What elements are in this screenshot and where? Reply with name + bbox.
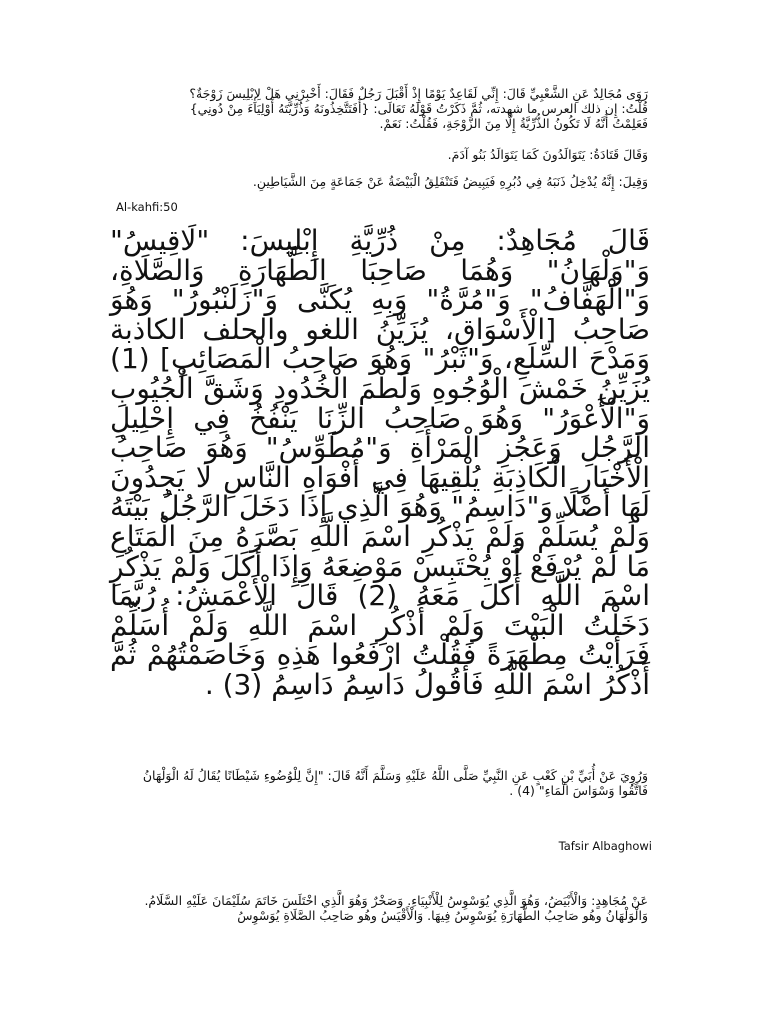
bottom-paragraph: عَنْ مُجَاهِدٍ: وَالْأَبْيَضُ، وَهُوَ الَّذِي يُوَسْوِسُ لِلْأَنْبِيَاءِ. وَصَخْرٌ وَهُوَ الَّذِي اخْتَلَسَ خَاتَمَ سُلَيْمَانَ عَلَيْهِ السَّلَامُ. وَالْوَلْهَانُ وهُو صَاحِبُ الطَّهَارَةِ يُوَسْوِسُ فِيهَا. وَالْأَقْيَسُ وهُو صَاحِبُ الصَّلَاةِ يُوَسْوِسُ xyxy=(144,893,648,923)
intro-line-3: فَعَلِمْتُ أَنَّهُ لَا تَكُونُ الذُّرِّيَّةُ إِلَّا مِنَ الزَّوْجَةِ، فَقُلْتُ: نَعَمْ. xyxy=(379,116,648,131)
qatada-quote: وَقَالَ قَتَادَةُ: يَتَوَالَدُونَ كَمَا يَتَوَالَدُ بَنُو آدَمَ. xyxy=(447,147,648,162)
reference-tafsir-albaghowi: Tafsir Albaghowi xyxy=(558,839,652,853)
hadith-paragraph: وَرُوِيَ عَنْ أُبَيِّ بْنِ كَعْبٍ عَنِ النَّبِيِّ صَلَّى اللَّهُ عَلَيْهِ وَسَلَّمَ أَنَّهُ قَالَ: "إِنَّ لِلْوُضُوءِ شَيْطَانًا يُقَالُ لَهُ الْوَلْهَانُ فَاتَّقُوا وَسْوَاسَ الْمَاءِ" (4) . xyxy=(142,768,648,798)
intro-line-2: قُلْتُ: إِن ذلك العرس ما شهدته، ثُمَّ ذَكَرْتُ قَوْلَهُ تَعَالَى: {أَفَتَتَّخِذُونَهُ وَذُرِّيَّتَهُ أَوْلِيَاءَ مِنْ دُونِي} xyxy=(189,101,648,116)
main-passage: قَالَ مُجَاهِدٌ: مِنْ ذُرِّيَّةِ إِبْلِيسَ: "لَاقِيسُ" وَ"وَلْهَانُ" وَهُمَا صَاحِبَا الطَّهَارَةِ وَالصَّلَاةِ، وَ"الْهَفَّافُ" وَ"مُرَّةُ" وَبِهِ يُكَنَّى وَ"زَلَنْبُورُ" وَهُوَ صَاحِبُ [الْأَسْوَاقِ، يُزَيِّنُ اللغو والحلف الكاذبة وَمَدْحَ السِّلَعِ، وَ"ثَبْرُ" وَهُوَ صَاحِبُ الْمَصَائِبِ] (1) يُزَيِّنُ خَمْشَ الْوُجُوهِ وَلَطْمَ الْخُدُودِ وَشَقَّ الْجُيُوبِ وَ"الْأَعْوَرُ" وَهُوَ صَاحِبُ الزِّنَا يَنْفُخُ فِي إِحْلِيلِ الرَّجُلِ وَعَجُزِ الْمَرْأَةِ وَ"مُطَوِّسُ" وَهُوَ صَاحِبُ الْأَخْبَارِ الْكَاذِبَةِ يُلْقِيهَا فِي أَفْوَاهِ النَّاسِ لَا يَجِدُونَ لَهَا أَصْلًا وَ"دَاسِمُ" وَهُوَ الَّذِي إِذَا دَخَلَ الرَّجُلُ بَيْتَهُ وَلَمْ يُسَلِّمْ وَلَمْ يَذْكُرِ اسْمَ اللَّهِ بَصَّرَهُ مِنَ الْمَتَاعِ مَا لَمْ يُرْفَعْ أَوْ يُحْتَبِسْ مَوْضِعَهُ وَإِذَا أَكَلَ وَلَمْ يَذْكُرِ اسْمَ اللَّهِ أَكَلَ مَعَهُ (2) قَالَ الْأَعْمَشُ: رُبَّمَا دَخَلْتُ الْبَيْتَ وَلَمْ أَذْكُرِ اسْمَ اللَّهِ وَلَمْ أُسَلِّمْ فَرَأَيْتُ مِطْهَرَةً فَقُلْتُ ارْفَعُوا هَذِهِ وَخَاصَمْتُهُمْ ثُمَّ أَذْكُرُ اسْمَ اللَّهِ فَأَقُولُ دَاسِمُ دَاسِمُ (3) . xyxy=(110,224,650,701)
qila-quote: وَقِيلَ: إِنَّهُ يُدْخِلُ ذَنَبَهُ فِي دُبُرِهِ فَيَبِيضُ فَتَنْفَلِقُ الْبَيْضَةُ عَنْ جَمَاعَةٍ مِنَ الشَّيَاطِينِ. xyxy=(252,174,648,189)
intro-line-1: رَوَى مُجَالِدٌ عَنِ الشَّعْبِيِّ قَالَ: إِنِّي لَقَاعِدٌ يَوْمًا إِذْ أَقْبَلَ رَجُلٌ فَقَالَ: أَخْبِرْنِي هَلْ لِإِبْلِيسَ زَوْجَةٌ؟ xyxy=(189,86,648,101)
reference-al-kahfi: Al-kahfi:50 xyxy=(116,200,178,214)
intro-paragraph xyxy=(0,86,768,131)
